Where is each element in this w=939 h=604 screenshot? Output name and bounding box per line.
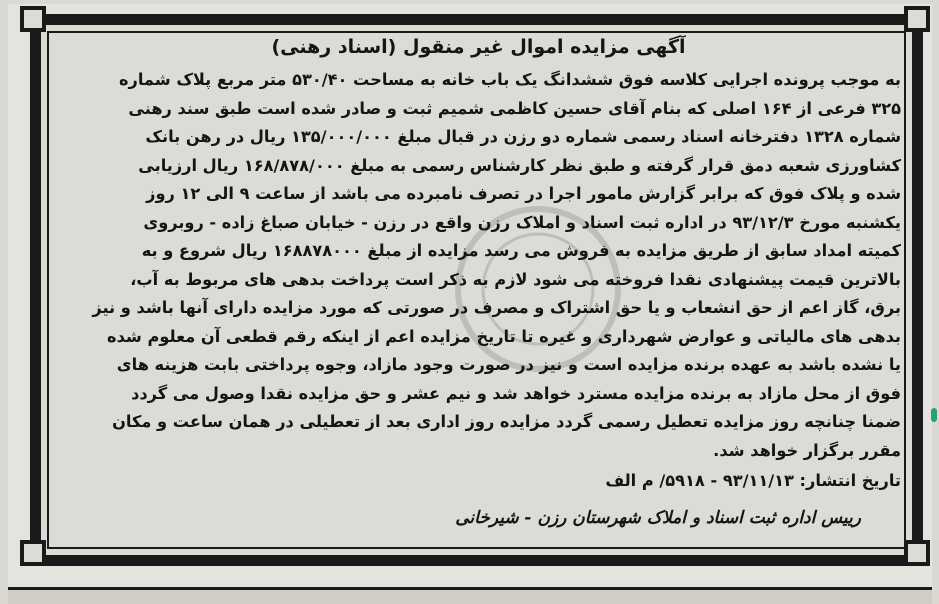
- page-bottom-rule: [8, 587, 932, 604]
- frame-corner-ornament: [904, 540, 930, 566]
- body-line: کشاورزی شعبه دمق قرار گرفته و طبق نظر کارشناس رسمی به مبلغ ۱۶۸/۸۷۸/۰۰۰ ریال ارزیابی: [138, 155, 901, 175]
- newspaper-page: [8, 4, 932, 592]
- edge-marker: [931, 408, 937, 422]
- body-line: یا نشده باشد به عهده برنده مزایده است و نیز در صورت وجود مازاد، وجوه پرداختی بابت هزینه های: [116, 355, 901, 374]
- body-line: فوق از محل مازاد به برنده مزایده مسترد خواهد شد و نیم عشر و حق مزایده نقدا وصول می گردد: [131, 383, 901, 403]
- body-line: بدهی های مالیاتی و عوارض شهرداری و غیره تا تاریخ مزایده اعم از اینکه رقم قطعی آن معلوم شده: [107, 326, 901, 346]
- frame-corner-ornament: [20, 540, 46, 566]
- signature-line: رییس اداره ثبت اسناد و املاک شهرستان رزن - شیرخانی: [455, 507, 861, 528]
- frame-corner-ornament: [904, 6, 930, 32]
- body-line: به موجب پرونده اجرایی کلاسه فوق ششدانگ یک باب خانه به مساحت ۵۳۰/۴۰ متر مربع پلاک شماره: [118, 70, 901, 89]
- notice-title: آگهی مزایده اموال غیر منقول (اسناد رهنی): [271, 36, 686, 58]
- notice-body: [56, 66, 901, 465]
- body-line: شماره ۱۳۲۸ دفترخانه اسناد رسمی شماره دو رزن در قبال مبلغ ۱۳۵/۰۰۰/۰۰۰ ریال در رهن بانک: [145, 127, 901, 146]
- body-line: یکشنبه مورخ ۹۳/۱۲/۳ در اداره ثبت اسناد و املاک رزن واقع در رزن - خیابان صباغ زاده - روبروی: [143, 212, 901, 232]
- body-line: شده و پلاک فوق که برابر گزارش مامور اجرا در تصرف نامبرده می باشد از ساعت ۹ الی ۱۲ روز: [146, 184, 901, 203]
- publish-date: تاریخ انتشار: ۹۳/۱۱/۱۳ - ۵۹۱۸/ م الف: [605, 471, 901, 490]
- body-line: بالاترین قیمت پیشنهادی نقدا فروخته می شود لازم به ذکر است پرداخت بدهی های مربوط به آب،: [130, 269, 901, 289]
- frame-corner-ornament: [20, 6, 46, 32]
- body-line: ضمنا چنانچه روز مزایده تعطیل رسمی گردد مزایده روز اداری بعد از تعطیلی در همان ساعت و مکان: [112, 412, 901, 431]
- notice-content: [56, 32, 901, 540]
- body-line: ۳۲۵ فرعی از ۱۶۴ اصلی که بنام آقای حسین کاظمی شمیم ثبت و صادر شده است طبق سند رهنی: [128, 98, 901, 118]
- body-line: مقرر برگزار خواهد شد.: [713, 440, 901, 460]
- body-line: برق، گاز اعم از حق انشعاب و یا حق اشتراک و مصرف در صورتی که مورد مزایده دارای آنها باشد و نیز: [92, 298, 901, 317]
- body-line: کمیته امداد سابق از طریق مزایده به فروش می رسد مزایده از مبلغ ۱۶۸۸۷۸۰۰۰ ریال شروع و به: [141, 241, 901, 260]
